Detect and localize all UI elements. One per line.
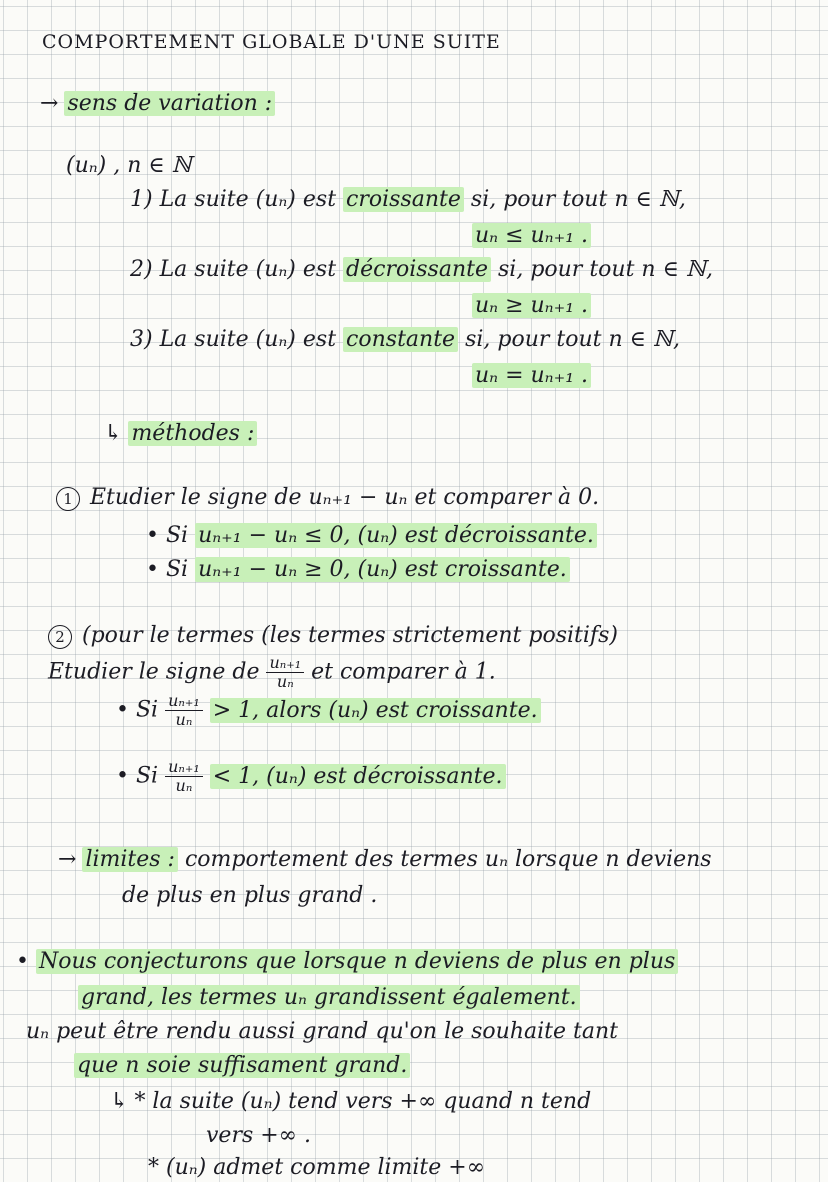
method-2-text: Etudier le signe de $\frac{\text{uₙ₊₁}}{\text{uₙ}}$ et comparer à 1. bbox=[48, 653, 496, 691]
conjecture-line-4: que n soie suffisament grand. bbox=[74, 1052, 410, 1080]
method-1-case-1: • Si uₙ₊₁ − uₙ ≤ 0, (uₙ) est décroissante. bbox=[146, 522, 597, 550]
page-title: COMPORTEMENT GLOBALE D'UNE SUITE bbox=[42, 31, 501, 53]
method-number-badge: 2 bbox=[48, 625, 72, 649]
hook-arrow-icon: ↳ bbox=[110, 1089, 129, 1114]
ratio-fraction: $\frac{\text{uₙ₊₁}}{\text{uₙ}}$ bbox=[266, 654, 304, 691]
result-line-1: ↳ * la suite (uₙ) tend vers +∞ quand n tend bbox=[110, 1089, 592, 1114]
method-1-case-2: • Si uₙ₊₁ − uₙ ≥ 0, (uₙ) est croissante. bbox=[146, 556, 570, 584]
bullet-icon: • bbox=[116, 763, 129, 789]
arrow-icon: → bbox=[40, 91, 59, 116]
bullet-icon: • bbox=[16, 949, 29, 974]
rule-2: 2) La suite (uₙ) est décroissante si, pour tout n ∈ ℕ, bbox=[130, 257, 713, 282]
bullet-icon: • bbox=[146, 557, 159, 582]
limites-heading: → limites : comportement des termes uₙ lorsque n deviens bbox=[58, 847, 712, 872]
result-line-2: vers +∞ . bbox=[206, 1123, 311, 1148]
bullet-icon: • bbox=[146, 523, 159, 548]
conjecture-line-1: • Nous conjecturons que lorsque n deviens de plus en plus bbox=[16, 948, 678, 976]
method-2-case-2: • Si $\frac{\text{uₙ₊₁}}{\text{uₙ}}$ < 1, (uₙ) est décroissante. bbox=[116, 758, 506, 795]
sequence-intro: (uₙ) , n ∈ ℕ bbox=[66, 153, 192, 178]
conjecture-line-2: grand, les termes uₙ grandissent également. bbox=[78, 984, 580, 1012]
bullet-icon: • bbox=[116, 697, 129, 723]
method-2-case-1: • Si $\frac{\text{uₙ₊₁}}{\text{uₙ}}$ > 1, alors (uₙ) est croissante. bbox=[116, 692, 541, 729]
conjecture-line-3: uₙ peut être rendu aussi grand qu'on le souhaite tant bbox=[26, 1019, 618, 1044]
hook-arrow-icon: ↳ bbox=[104, 421, 123, 446]
method-number-badge: 1 bbox=[56, 487, 80, 511]
rule-1-relation: uₙ ≤ uₙ₊₁ . bbox=[472, 222, 591, 250]
method-1: 1 Etudier le signe de uₙ₊₁ − uₙ et comparer à 0. bbox=[56, 484, 599, 512]
result-line-3: * (uₙ) admet comme limite +∞ bbox=[148, 1155, 486, 1180]
arrow-icon: → bbox=[58, 847, 77, 872]
rule-3: 3) La suite (uₙ) est constante si, pour tout n ∈ ℕ, bbox=[130, 327, 681, 352]
ratio-fraction: $\frac{\text{uₙ₊₁}}{\text{uₙ}}$ bbox=[165, 758, 203, 795]
rule-1: 1) La suite (uₙ) est croissante si, pour tout n ∈ ℕ, bbox=[130, 187, 686, 212]
limites-text-2: de plus en plus grand . bbox=[122, 883, 378, 908]
variation-heading: → sens de variation : bbox=[40, 90, 275, 118]
method-2-note: 2 (pour le termes (les termes strictement positifs) bbox=[48, 622, 618, 650]
ratio-fraction: $\frac{\text{uₙ₊₁}}{\text{uₙ}}$ bbox=[165, 692, 203, 729]
rule-2-relation: uₙ ≥ uₙ₊₁ . bbox=[472, 292, 591, 320]
methodes-label: ↳ méthodes : bbox=[104, 420, 257, 448]
rule-3-relation: uₙ = uₙ₊₁ . bbox=[472, 362, 591, 390]
